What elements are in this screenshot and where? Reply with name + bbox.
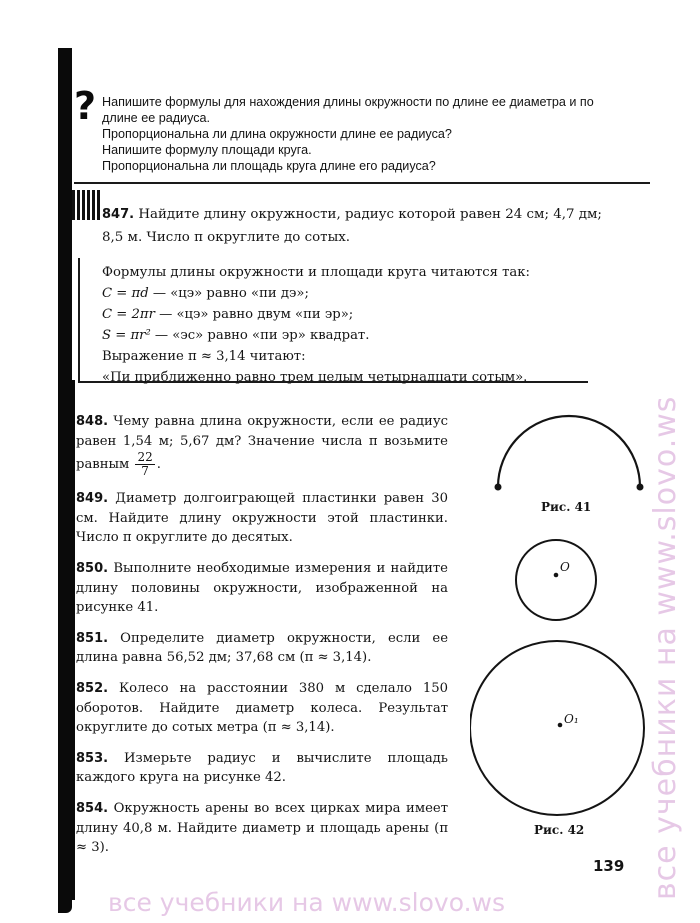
exercise-list xyxy=(76,412,448,869)
exercise-text: Найдите длину окружности, радиус которой равен 24 см; 4,7 дм; xyxy=(138,207,602,222)
exercise-number: 848. xyxy=(76,414,109,429)
question-line: длине ее радиуса. xyxy=(102,111,211,125)
formula: C = 2πr xyxy=(102,307,155,322)
exercise-847 xyxy=(102,203,647,249)
small-circle-center xyxy=(554,573,559,578)
question-line: Пропорциональна ли длина окружности длине ее радиуса? xyxy=(102,127,452,141)
section-divider xyxy=(74,182,650,184)
exercise-849 xyxy=(76,489,448,548)
info-box-border xyxy=(78,258,80,382)
small-circle xyxy=(516,540,596,620)
exercise-853 xyxy=(76,749,448,788)
exercise-number: 852. xyxy=(76,680,109,696)
large-circle xyxy=(470,641,644,815)
pi-reading: «Пи приближенно равно трем целым четырнадцати сотым». xyxy=(102,370,528,385)
fraction xyxy=(135,451,154,478)
exercise-text: Окружность арены во всех цирках мира имеет длину 40,8 м. Найдите диаметр и площадь арены (π ≈ 3). xyxy=(76,800,448,856)
page-number: 139 xyxy=(593,857,625,875)
exercise-851 xyxy=(76,629,448,668)
exercise-number: 847. xyxy=(102,207,135,222)
exercise-number: 851. xyxy=(76,630,109,646)
period: . xyxy=(156,457,161,473)
book-binding-shadow-lower xyxy=(58,380,75,900)
semicircle-figure-41 xyxy=(498,416,640,487)
exercise-text: Измерьте радиус и вычислите площадь каждого круга на рисунке 42. xyxy=(76,750,448,786)
formula-reading-box xyxy=(102,262,622,388)
formula-reading: — «эс» равно «пи эр» квадрат. xyxy=(150,328,370,343)
semicircle-endpoint xyxy=(495,484,502,491)
exercise-text: Чему равна длина окружности, если ее радиус равен 1,54 м; 5,67 дм? Значение числа π возьмите равным xyxy=(76,414,448,473)
exercise-text: Выполните необходимые измерения и найдите длину половины окружности, изображенной на рисунке 41. xyxy=(76,560,448,616)
review-questions xyxy=(102,94,642,174)
question-line: Напишите формулы для нахождения длины окружности по длине ее диаметра и по xyxy=(102,95,594,109)
large-center-label: O₁ xyxy=(564,712,579,726)
exercise-text: Колесо на расстоянии 380 м сделало 150 оборотов. Найдите диаметр колеса. Результат округлите до сотых метра (π ≈ 3,14). xyxy=(76,680,449,736)
formula-reading: — «цэ» равно «пи дэ»; xyxy=(148,286,309,301)
watermark-vertical: все учебники на www.slovo.ws xyxy=(648,395,683,900)
formula-reading: — «цэ» равно двум «пи эр»; xyxy=(154,307,354,322)
exercise-850 xyxy=(76,559,448,618)
figure-42-caption: Рис. 42 xyxy=(534,823,585,837)
exercise-852 xyxy=(76,679,448,738)
exercise-text: Определите диаметр окружности, если ее длина равна 56,52 дм; 37,68 см (π ≈ 3,14). xyxy=(76,630,448,666)
pi-expression: Выражение π ≈ 3,14 читают: xyxy=(102,349,306,364)
exercise-number: 854. xyxy=(76,800,109,816)
exercise-number: 849. xyxy=(76,491,109,507)
large-circle-center xyxy=(558,723,563,728)
watermark-bottom: все учебники на www.slovo.ws xyxy=(108,888,505,917)
figures-column xyxy=(470,410,670,850)
small-center-label: O xyxy=(560,560,570,574)
exercise-number: 853. xyxy=(76,750,109,766)
exercise-text: Диаметр долгоиграющей пластинки равен 30 см. Найдите длину окружности этой пластинки. Число π округлите до десятых. xyxy=(76,491,448,546)
exercise-number: 850. xyxy=(76,560,109,576)
exercise-854 xyxy=(76,799,448,858)
info-intro: Формулы длины окружности и площади круга читаются так: xyxy=(102,265,530,280)
exercise-848 xyxy=(76,412,448,478)
question-line: Пропорциональна ли площадь круга длине его радиуса? xyxy=(102,159,436,173)
question-line: Напишите формулу площади круга. xyxy=(102,143,312,157)
figures-svg xyxy=(470,410,670,850)
exercise-marker-icon xyxy=(72,190,100,220)
exercise-text: 8,5 м. Число π округлите до сотых. xyxy=(102,230,351,245)
formula: S = πr² xyxy=(102,328,151,343)
figure-41-caption: Рис. 41 xyxy=(541,500,592,514)
question-mark-icon: ? xyxy=(74,84,97,128)
fraction-denominator: 7 xyxy=(141,464,149,479)
fraction-numerator: 22 xyxy=(137,450,153,465)
formula: C = πd xyxy=(102,286,149,301)
semicircle-endpoint xyxy=(637,484,644,491)
